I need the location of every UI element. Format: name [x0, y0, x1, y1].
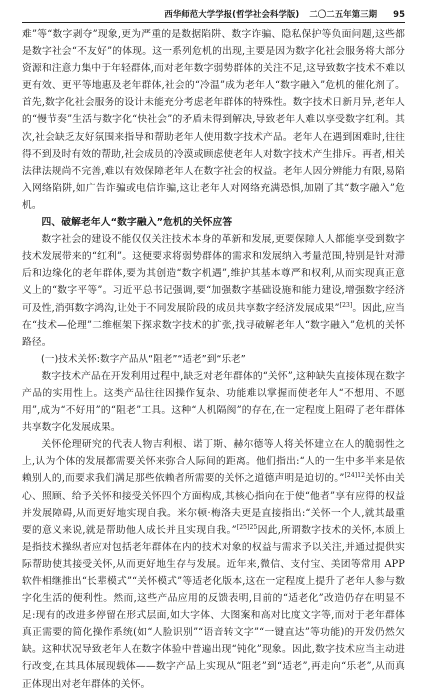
- running-header: [22, 6, 405, 22]
- header-rule: [22, 22, 405, 23]
- journal-name: 西华师范大学学报(哲学社会科学版): [164, 9, 300, 19]
- paragraph-2: 数字社会的建设不能仅仅关注技术本身的革新和发展,更要保障人人都能享受到数字技术发展带来的“红利”。这便要求将弱势群体的需求和发展纳入考量范围,特别是针对滞后和边缘化的老年群体,要为其创造“数字机遇”,维护其基本尊严和权利,从而实现真正意义上的“数字平等”。习近平总书记强调,要“加强数字基础设施和能力建设,增强数字经济可及性,消弭数字鸿沟,让处于不同发展阶段的成员共享数字经济发展成果”[23]。因此,应当在“技术—伦理”二维框架下探求数字技术的扩张,找寻破解老年人“数字融入”危机的关怀路径。: [22, 234, 405, 348]
- subsection-heading: (一)技术关怀:数字产品从“阻老”“适老”到“乐老”: [41, 353, 246, 365]
- citation-24: [24]12: [344, 472, 366, 480]
- paragraph-3: 数字技术产品在开发利用过程中,缺乏对老年群体的“关怀”,这种缺失直接体现在数字产品的实用性上。这类产品往往因操作复杂、功能难以掌握而使老年人“不想用、不愿用”,成为“不好用”的“阻老”工具。这种“人机隔阂”的存在,在一定程度上阻碍了老年群体共享数字化发展成果。: [22, 370, 405, 434]
- citation-23: [23]: [339, 301, 353, 309]
- issue-label: 二〇二五年第三期: [309, 9, 378, 19]
- paragraph-4: 关怀伦理研究的代表人物吉利根、诺丁斯、赫尔德等人将关怀建立在人的脆弱性之上,认为个体的发展都需要关怀来弥合人际间的距离。他们指出:“人的一生中多半来是依赖别人的,而要求我们满足那些依赖者所需要的关怀之道德声明是迫切的。”$^{[24]12}$关怀由关心、照顾、给予关怀和接受关怀四个方面构成,其核心指向在于使“他者”享有应得的权益并发展障碍,从而更好地实现自我。米尔顿·梅洛夫更是直接指出:“关怀一个人,就其最重要的意义来说,就是帮助他人成长并且实现自我。”$^{[25]25}$因此,所谓数字技术的关怀,本质上是指技术操纵者应对包括老年群体在内的技术对象的权益与需求予以关注,并通过提供实际帮助使其接受关怀,从而更好地生存与发展。近年来,微信、支付宝、美团等常用 APP 软件相继推出“长辈模式”“关怀模式”等适老化版本,这在一定程度上提升了老年人参与数字化生活的便利性。然而,这些产品应用的反馈表明,目前的“适老化”改造仍存在明显不足:现有的改进多停留在形式层面,如大字体、大图案和高对比度文字等,而对于老年群体真正需要的简化操作系统(如“人脸识别”“语音转文字”“一键直达”等功能)的开发仍然欠缺。这种状况导致老年人在数字体验中普遍出现“钝化”现象。因此,数字技术应当主动进行改变,在其具体展现载体——数字产品上实现从“阻老”到“适老”,再走向“乐老”,从而真正体现出对老年群体的关怀。: [22, 439, 405, 690]
- citation-25: [25]25: [236, 523, 258, 531]
- section-heading: 四、破解老年人“数字融入”危机的关怀应答: [41, 217, 233, 229]
- article-body: [22, 26, 405, 693]
- paragraph-1: 难”等“数字剥夺”现象,更为严重的是数据陷阱、数字诈骗、隐私保护等负面问题,这些都是数字社会“不友好”的体现。这一系列危机的出现,主要是因为数字化社会服务将大部分资源和注意力集中于年轻群体,而对老年数字弱势群体的关注不足,这导致数字技术不难以更有效、更平等地惠及老年群体,社会的“冷温”成为老年人“数字融入”危机的催化剂了。首先,数字化社会服务的设计未能充分考虑老年群体的特殊性。数字技术日新月异,老年人的“慢节奏”生活与数字化“快社会”的矛盾未得到解决,导致老年人难以享受数字红利。其次,社会缺乏友好氛围来指导和帮助老年人使用数字技术产品。老年人在遇到困难时,往往得不到及时有效的帮助,社会成员的冷漠或顾虑使老年人对数字技术产生排斥。再者,相关法律法规尚不完善,难以有效保障老年人在数字社会的权益。老年人因分辨能力有限,易陷入网络陷阱,如广告诈骗或电信诈骗,这让老年人对网络充满恐惧,加剧了其“数字融入”危机。: [22, 29, 405, 211]
- page-number: 95: [393, 9, 405, 19]
